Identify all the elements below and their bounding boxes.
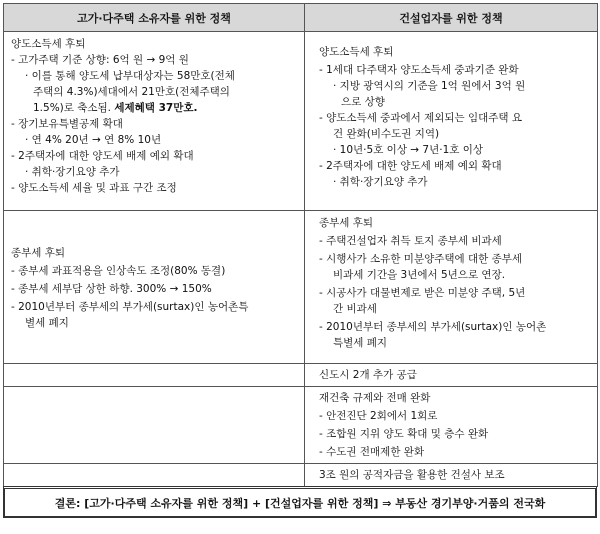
- right-public-fund-text: 3조 원의 공적자금을 활용한 건설사 보조: [319, 469, 505, 481]
- right-rc-item: - 수도권 전매제한 완화: [319, 446, 425, 458]
- conclusion-bar: [3, 486, 597, 518]
- right-ct-title: 종부세 후퇴: [319, 217, 374, 229]
- left-empty-cell: [4, 387, 305, 464]
- right-cg-item: - 1세대 다주택자 양도소득세 중과기준 완화: [319, 64, 519, 76]
- left-ct-item: - 2010년부터 종부세의 부가세(surtax)인 농어촌특: [11, 301, 249, 313]
- left-cg-item: · 이를 통해 양도세 납부대상자는 58만호(전체: [25, 70, 235, 82]
- left-empty-cell: [4, 364, 305, 387]
- right-cg-item: · 지방 광역시의 기준을 1억 원에서 3억 원: [333, 80, 526, 92]
- right-ct-item: - 2010년부터 종부세의 부가세(surtax)인 농어촌: [319, 321, 547, 333]
- left-cg-item: - 양도소득세 세율 및 과표 구간 조정: [11, 182, 177, 194]
- left-ct-item: - 종부세 세부담 상한 하향. 300% → 150%: [11, 283, 212, 295]
- right-rc-item: - 조합원 지위 양도 확대 및 층수 완화: [319, 428, 489, 440]
- right-cg-item: - 2주택자에 대한 양도세 배제 예외 확대: [319, 160, 502, 172]
- left-cg-benefit: 세제혜택 37만호.: [114, 102, 198, 114]
- right-rc-item: - 안전진단 2회에서 1회로: [319, 410, 438, 422]
- right-reconstruction-cell: [305, 387, 598, 464]
- right-ct-item: 간 비과세: [333, 303, 377, 315]
- left-cg-item: - 2주택자에 대한 양도세 배제 예외 확대: [11, 150, 194, 162]
- left-capital-gains-cell: [4, 32, 305, 211]
- left-cg-item: 주택의 4.3%)세대에서 21만호(전체주택의: [33, 86, 230, 98]
- right-ct-item: - 주택건설업자 취득 토지 종부세 비과세: [319, 235, 502, 247]
- policy-document: [3, 3, 597, 530]
- right-cg-title: 양도소득세 후퇴: [319, 46, 394, 58]
- right-ct-item: - 시행사가 소유한 미분양주택에 대한 종부세: [319, 253, 523, 265]
- left-column-header: 고가·다주택 소유자를 위한 정책: [4, 4, 305, 32]
- left-cg-item: [33, 102, 198, 115]
- right-rc-title: 재건축 규제와 전매 완화: [319, 392, 431, 404]
- right-cg-item: · 취학·장기요양 추가: [333, 176, 428, 188]
- left-cg-reduction: 1.5%)로 축소됨.: [33, 102, 112, 114]
- right-cg-item: · 10년·5호 이상 → 7년·1호 이상: [333, 144, 484, 156]
- right-public-fund-cell: [305, 464, 598, 487]
- right-cg-item: 건 완화(비수도권 지역): [333, 128, 440, 140]
- left-ct-item: 별세 폐지: [25, 317, 69, 329]
- conclusion-text: 결론: [고가·다주택 소유자를 위한 정책] + [건설업자를 위한 정책] ⇒ 부동산 경기부양·거품의 전국화: [54, 496, 546, 510]
- right-column-header: 건설업자를 위한 정책: [305, 4, 598, 32]
- right-ct-item: - 시공사가 대물변제로 받은 미분양 주택, 5년: [319, 287, 526, 299]
- left-ct-title: 종부세 후퇴: [11, 247, 66, 259]
- policy-table: [3, 3, 598, 487]
- right-capital-gains-cell: [305, 32, 598, 211]
- right-new-town-text: 신도시 2개 추가 공급: [319, 369, 417, 381]
- right-comprehensive-tax-cell: [305, 211, 598, 364]
- left-ct-item: - 종부세 과표적용을 인상속도 조정(80% 동결): [11, 265, 226, 277]
- right-cg-item: - 양도소득세 중과에서 제외되는 임대주택 요: [319, 112, 523, 124]
- right-cg-item: 으로 상향: [341, 96, 385, 108]
- right-new-town-cell: [305, 364, 598, 387]
- left-cg-title: 양도소득세 후퇴: [11, 38, 86, 50]
- left-comprehensive-tax-cell: [4, 211, 305, 364]
- left-cg-item: · 연 4% 20년 → 연 8% 10년: [25, 134, 162, 146]
- left-cg-item: · 취학·장기요양 추가: [25, 166, 120, 178]
- left-empty-cell: [4, 464, 305, 487]
- left-cg-item: - 고가주택 기준 상향: 6억 원 → 9억 원: [11, 54, 189, 66]
- right-ct-item: 비과세 기간을 3년에서 5년으로 연장.: [333, 269, 506, 281]
- left-cg-item: - 장기보유특별공제 확대: [11, 118, 123, 130]
- right-ct-item: 특별세 폐지: [333, 337, 388, 349]
